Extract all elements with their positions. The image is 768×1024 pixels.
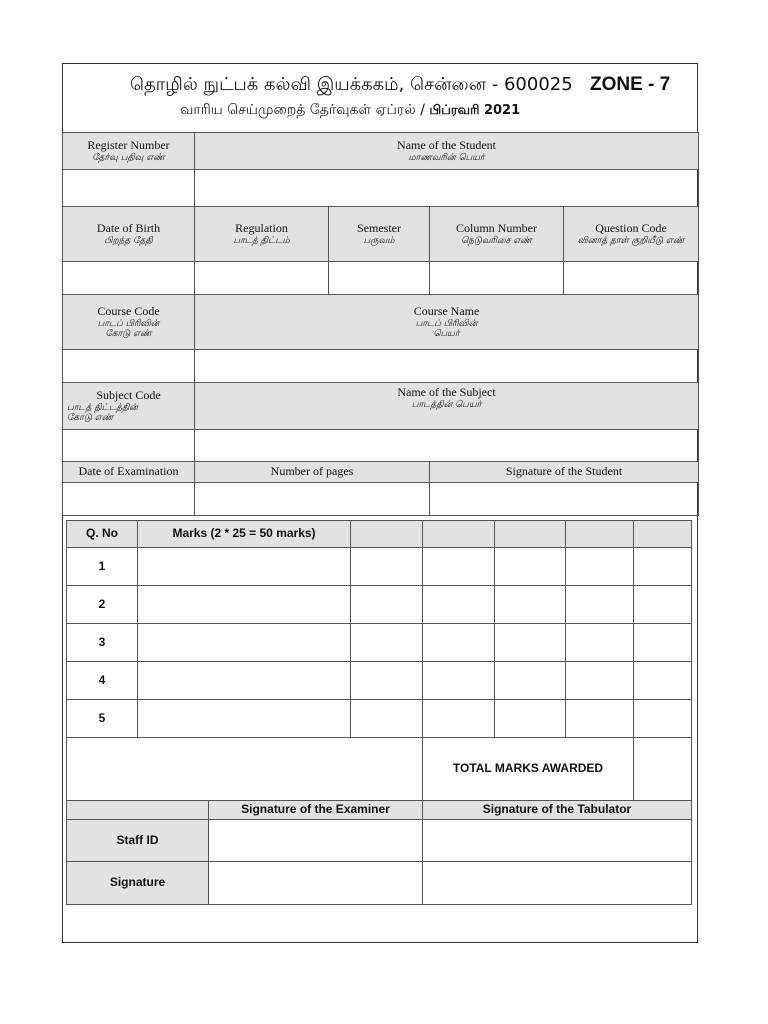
total-marks-label: TOTAL MARKS AWARDED bbox=[423, 738, 634, 801]
subject-code-label: Subject Code பாடத் திட்டத்தின் கோடு எண் bbox=[63, 383, 195, 430]
column-number-label: Column Number நெடுவரிசை எண் bbox=[430, 207, 564, 262]
course-name-field[interactable] bbox=[195, 350, 699, 383]
total-blank-area bbox=[67, 738, 423, 801]
exam-subtitle-tamil: வாரிய செய்முறைத் தேர்வுகள் ஏப்ரல் / bbox=[180, 102, 425, 118]
student-name-label: Name of the Student மாணவரின் பெயர் bbox=[195, 133, 699, 170]
marks-cell[interactable] bbox=[138, 662, 351, 700]
course-code-label: Course Code பாடப் பிரிவின் கோடு எண் bbox=[63, 295, 195, 350]
examiner-signature-field[interactable] bbox=[209, 862, 423, 905]
examiner-signature-header: Signature of the Examiner bbox=[209, 801, 423, 820]
marks-cell[interactable] bbox=[634, 662, 692, 700]
marks-cell[interactable] bbox=[138, 700, 351, 738]
signature-corner-cell bbox=[67, 801, 209, 820]
subject-code-field[interactable] bbox=[63, 430, 195, 462]
marks-col-header bbox=[566, 521, 634, 548]
qno-header: Q. No bbox=[67, 521, 138, 548]
marks-col-header bbox=[423, 521, 495, 548]
semester-label: Semester பருவம் bbox=[329, 207, 430, 262]
date-of-exam-label: Date of Examination bbox=[63, 462, 195, 483]
question-code-label: Question Code வினாத் தாள் குறியீடு எண் bbox=[564, 207, 699, 262]
marks-cell[interactable] bbox=[634, 624, 692, 662]
semester-field[interactable] bbox=[329, 262, 430, 295]
student-name-field[interactable] bbox=[195, 170, 699, 207]
marks-cell[interactable] bbox=[351, 586, 423, 624]
question-code-field[interactable] bbox=[564, 262, 699, 295]
marks-cell[interactable] bbox=[351, 624, 423, 662]
exam-month: பிப்ரவரி 2021 bbox=[429, 103, 521, 118]
marks-col-header bbox=[495, 521, 566, 548]
qno-cell: 1 bbox=[67, 548, 138, 586]
marks-col-header bbox=[351, 521, 423, 548]
marks-cell[interactable] bbox=[138, 548, 351, 586]
marks-cell[interactable] bbox=[423, 662, 495, 700]
student-signature-label: Signature of the Student bbox=[430, 462, 699, 483]
qno-cell: 5 bbox=[67, 700, 138, 738]
marks-cell[interactable] bbox=[566, 624, 634, 662]
regulation-field[interactable] bbox=[195, 262, 329, 295]
student-info-table bbox=[62, 132, 699, 516]
marks-cell[interactable] bbox=[495, 624, 566, 662]
column-number-field[interactable] bbox=[430, 262, 564, 295]
marks-cell[interactable] bbox=[495, 700, 566, 738]
marks-cell[interactable] bbox=[423, 700, 495, 738]
marks-cell[interactable] bbox=[566, 700, 634, 738]
student-signature-field[interactable] bbox=[430, 483, 699, 516]
examiner-staff-id-field[interactable] bbox=[209, 820, 423, 862]
qno-cell: 4 bbox=[67, 662, 138, 700]
institution-title: தொழில் நுட்பக் கல்வி இயக்ககம், சென்னை - 600025 bbox=[130, 74, 573, 95]
register-number-label: Register Number தேர்வு பதிவு எண் bbox=[63, 133, 195, 170]
tabulator-signature-field[interactable] bbox=[423, 862, 692, 905]
marks-cell[interactable] bbox=[351, 662, 423, 700]
dob-label: Date of Birth பிறந்த தேதி bbox=[63, 207, 195, 262]
marks-table bbox=[66, 520, 692, 905]
marks-cell[interactable] bbox=[351, 700, 423, 738]
tabulator-signature-header: Signature of the Tabulator bbox=[423, 801, 692, 820]
qno-cell: 3 bbox=[67, 624, 138, 662]
marks-cell[interactable] bbox=[634, 700, 692, 738]
zone-label: ZONE - 7 bbox=[590, 74, 671, 95]
date-of-exam-field[interactable] bbox=[63, 483, 195, 516]
marks-cell[interactable] bbox=[566, 548, 634, 586]
marks-cell[interactable] bbox=[495, 586, 566, 624]
total-marks-field[interactable] bbox=[634, 738, 692, 801]
subject-name-field[interactable] bbox=[195, 430, 699, 462]
marks-cell[interactable] bbox=[566, 662, 634, 700]
marks-cell[interactable] bbox=[423, 548, 495, 586]
marks-col-header bbox=[634, 521, 692, 548]
exam-subtitle bbox=[180, 102, 520, 120]
marks-cell[interactable] bbox=[138, 586, 351, 624]
marks-cell[interactable] bbox=[495, 548, 566, 586]
course-code-field[interactable] bbox=[63, 350, 195, 383]
staff-id-label: Staff ID bbox=[67, 820, 209, 862]
marks-cell[interactable] bbox=[423, 624, 495, 662]
num-pages-label: Number of pages bbox=[195, 462, 430, 483]
marks-cell[interactable] bbox=[495, 662, 566, 700]
subject-name-label: Name of the Subject பாடத்தின் பெயர் bbox=[195, 383, 699, 430]
course-name-label: Course Name பாடப் பிரிவின் பெயர் bbox=[195, 295, 699, 350]
tabulator-staff-id-field[interactable] bbox=[423, 820, 692, 862]
marks-cell[interactable] bbox=[634, 548, 692, 586]
marks-cell[interactable] bbox=[634, 586, 692, 624]
num-pages-field[interactable] bbox=[195, 483, 430, 516]
marks-cell[interactable] bbox=[138, 624, 351, 662]
signature-label: Signature bbox=[67, 862, 209, 905]
marks-header: Marks (2 * 25 = 50 marks) bbox=[138, 521, 351, 548]
qno-cell: 2 bbox=[67, 586, 138, 624]
marks-cell[interactable] bbox=[351, 548, 423, 586]
register-number-field[interactable] bbox=[63, 170, 195, 207]
marks-cell[interactable] bbox=[423, 586, 495, 624]
marks-cell[interactable] bbox=[566, 586, 634, 624]
regulation-label: Regulation பாடத் திட்டம் bbox=[195, 207, 329, 262]
dob-field[interactable] bbox=[63, 262, 195, 295]
